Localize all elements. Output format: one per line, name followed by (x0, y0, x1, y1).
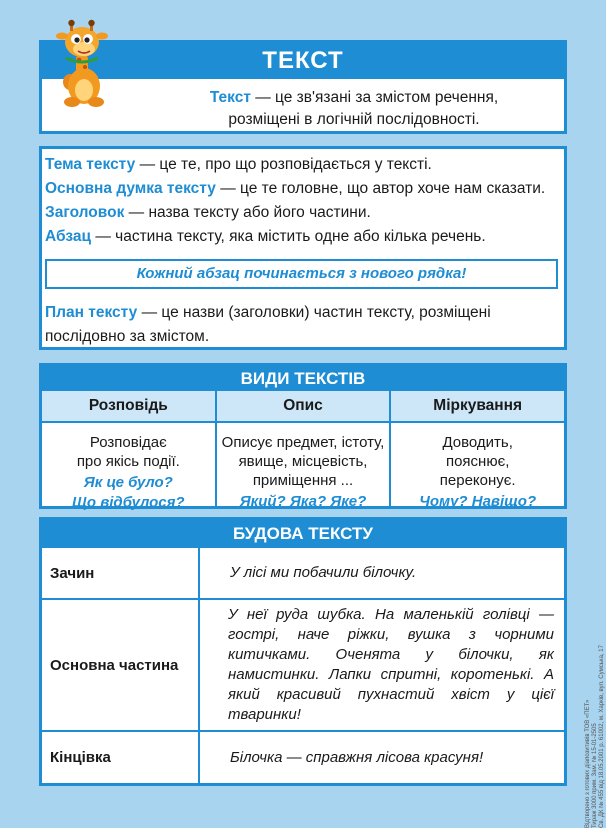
term-item: Тема тексту — це те, про що розповідається у тексті. (45, 156, 432, 173)
term-item: Основна думка тексту — це те головне, що автор хоче нам сказати. (45, 180, 546, 197)
panel-title-text: ТЕКСТ (42, 43, 564, 79)
row-label: Зачин (42, 548, 200, 598)
column-description: Розповідає про якісь події. (76, 434, 180, 470)
print-imprint: Відтворено з готових діапозитивів ТОВ «ПЕТ» Тираж 3000 прим. Зам. № 15-01-2505 Св. ДК № 455 від 18.05.2001 р. 61002, м. Харків, вул. Сумська, 17 (585, 645, 605, 828)
type-column-reasoning (391, 391, 564, 510)
column-header: Опис (217, 391, 390, 423)
plan-definition: План тексту — це назви (заголовки) частин тексту, розміщені послідовно за змістом. (45, 304, 491, 345)
term-text: Текст (209, 89, 251, 106)
structure-row-intro (42, 548, 564, 598)
column-questions: Який? Яка? Яке? (239, 493, 367, 510)
structure-row-main (42, 598, 564, 730)
type-column-description (217, 391, 392, 510)
type-column-narrative (42, 391, 217, 511)
column-questions: Чому? Навіщо? (419, 493, 537, 510)
text-definition: Текст — це зв'язані за змістом речення, розміщені в логічній послідовності. (209, 89, 499, 128)
terms-panel (39, 146, 567, 350)
panel-title-structure: БУДОВА ТЕКСТУ (42, 520, 564, 548)
text-structure-panel (39, 517, 567, 786)
term-item: Заголовок — назва тексту або його частини. (45, 204, 371, 221)
definition-panel (39, 40, 567, 134)
text-types-panel (39, 363, 567, 509)
column-description: Доводить, пояснює, переконує. (439, 434, 516, 489)
row-text: Білочка — справжня лісова красуня! (230, 748, 484, 766)
row-text: У лісі ми побачили білочку. (230, 564, 417, 581)
column-questions: Як це було? Що відбулося? (72, 474, 185, 511)
row-label: Основна частина (42, 600, 200, 730)
row-text: У неї руда шубка. На маленькій голівці — гострі, наче ріжки, вушка з чорними китичками. Оченята у білочки, як намистинки. Лапки спритні, коротенькі. А який красивий пухнастий хвіст у цієї тваринки! (228, 606, 554, 723)
paragraph-notice: Кожний абзац починається з нового рядка! (45, 259, 558, 289)
column-header: Міркування (391, 391, 564, 423)
column-header: Розповідь (42, 391, 215, 423)
structure-row-ending (42, 730, 564, 783)
giraffe-mascot-icon (48, 20, 114, 112)
row-label: Кінцівка (42, 732, 200, 783)
panel-title-types: ВИДИ ТЕКСТІВ (42, 366, 564, 391)
term-item: Абзац — частина тексту, яка містить одне або кілька речень. (45, 228, 486, 245)
column-description: Описує предмет, істоту, явище, місцевість, приміщення ... (221, 434, 385, 489)
